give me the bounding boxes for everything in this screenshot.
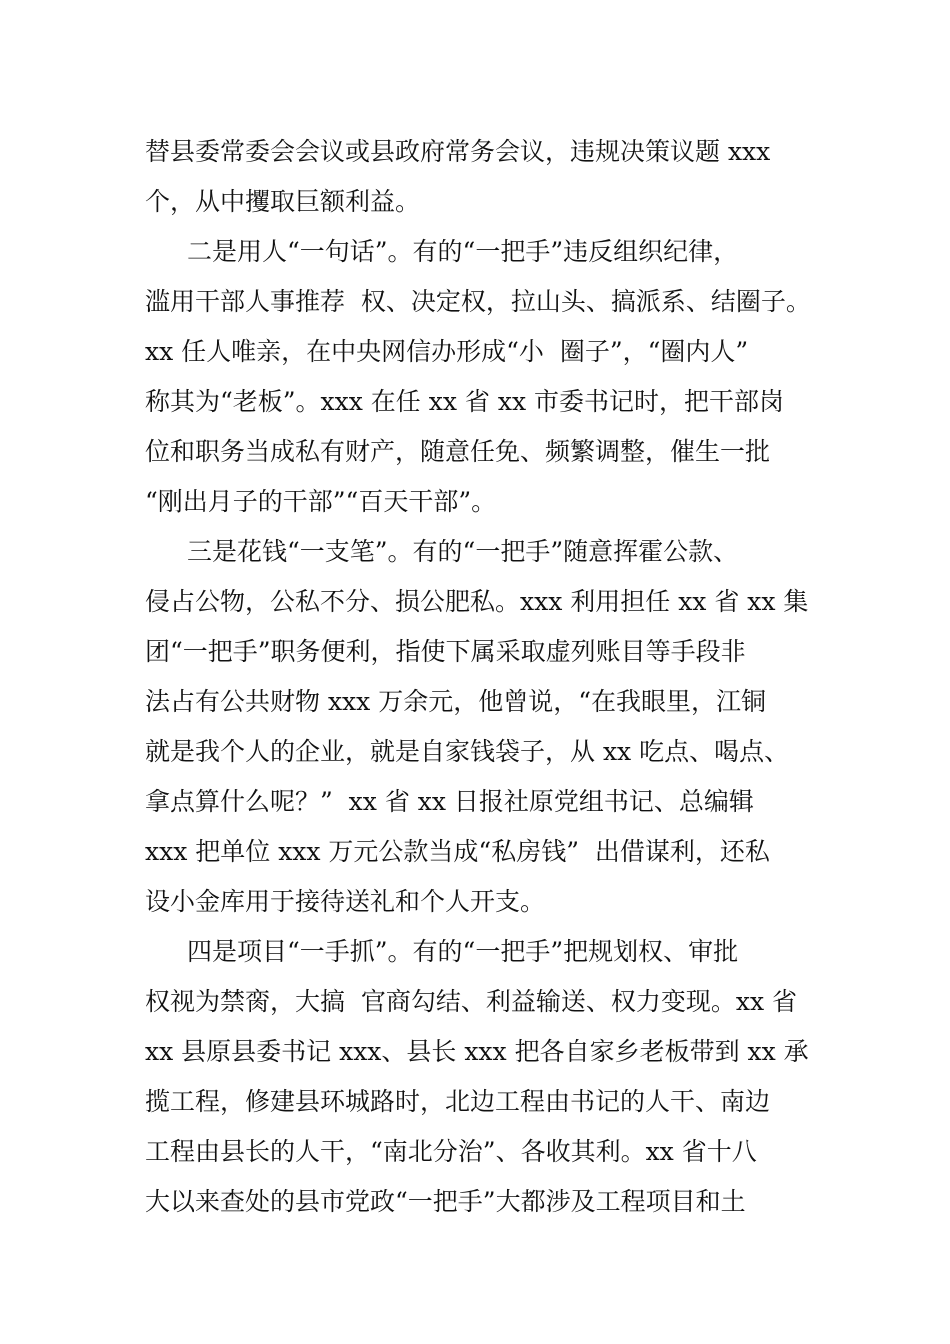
text-line: xx 任人唯亲，在中央网信办形成“小 圈子”，“圈内人”: [145, 337, 749, 366]
paragraph-start-line: 四是项目“一手抓”。有的“一把手”把规划权、审批: [187, 937, 739, 966]
text-line: 滥用干部人事推荐 权、决定权，拉山头、搞派系、结圈子。: [145, 287, 811, 316]
text-line: 法占有公共财物 xxx 万余元，他曾说，“在我眼里，江铜: [145, 687, 766, 716]
text-line: xxx 把单位 xxx 万元公款当成“私房钱” 出借谋利，还私: [145, 837, 770, 866]
text-line: 工程由县长的人干，“南北分治”、各收其利。xx 省十八: [145, 1137, 757, 1166]
paragraph-start-line: 二是用人“一句话”。有的“一把手”违反组织纪律，: [187, 237, 739, 266]
text-line: 称其为“老板”。xxx 在任 xx 省 xx 市委书记时，把干部岗: [145, 387, 784, 416]
text-line: 拿点算什么呢？” xx 省 xx 日报社原党组书记、总编辑: [145, 787, 754, 816]
paragraph-start-line: 三是花钱“一支笔”。有的“一把手”随意挥霍公款、: [187, 537, 739, 566]
text-line: “刚出月子的干部”“百天干部”。: [145, 487, 497, 516]
text-line: xx 县原县委书记 xxx、县长 xxx 把各自家乡老板带到 xx 承: [145, 1037, 809, 1066]
text-line: 大以来查处的县市党政“一把手”大都涉及工程项目和土: [145, 1187, 746, 1216]
text-line: 团“一把手”职务便利，指使下属采取虚列账目等手段非: [145, 637, 746, 666]
text-line: 替县委常委会会议或县政府常务会议，违规决策议题 xxx: [145, 137, 771, 166]
text-line: 侵占公物，公私不分、损公肥私。xxx 利用担任 xx 省 xx 集: [145, 587, 809, 616]
text-line: 就是我个人的企业，就是自家钱袋子，从 xx 吃点、喝点、: [145, 737, 790, 766]
text-line: 揽工程，修建县环城路时，北边工程由书记的人干、南边: [145, 1087, 771, 1116]
text-line: 设小金库用于接待送礼和个人开支。: [145, 887, 546, 916]
text-line: 个，从中攫取巨额利益。: [145, 187, 421, 216]
text-line: 位和职务当成私有财产，随意任免、频繁调整，催生一批: [145, 437, 771, 466]
text-line: 权视为禁脔，大搞 官商勾结、利益输送、权力变现。xx 省: [145, 987, 798, 1016]
